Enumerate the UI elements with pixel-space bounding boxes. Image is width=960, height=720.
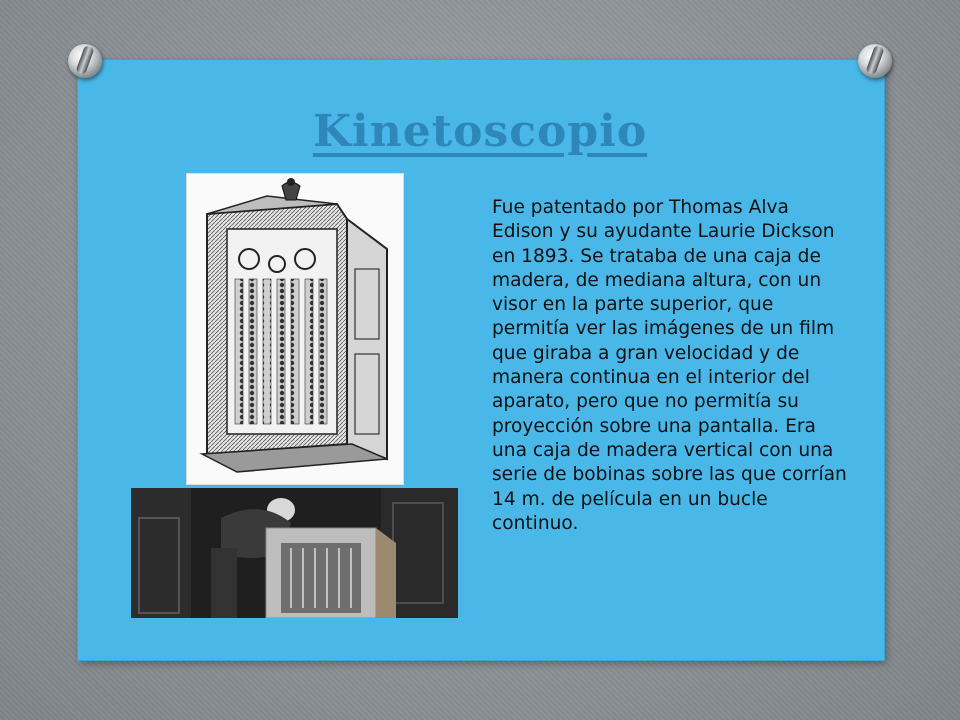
slide-title: Kinetoscopio (312, 106, 648, 157)
pushpin-icon (858, 44, 892, 78)
kinetoscope-photo (131, 488, 458, 618)
slide-body-text: Fue patentado por Thomas Alva Edison y su ayudante Laurie Dickson en 1893. Se trataba de una caja de madera, de mediana altura, con un visor en la parte superior, que permitía ver las imágenes de un film que giraba a gran velocidad y de manera continua en el interior del aparato, pero que no permitía su proyección sobre una pantalla. Era una caja de madera vertical con una serie de bobinas sobre las que corrían 14 m. de película en un bucle continuo. (492, 197, 847, 534)
kinetoscope-illustration (186, 173, 404, 485)
pushpin-icon (68, 44, 102, 78)
